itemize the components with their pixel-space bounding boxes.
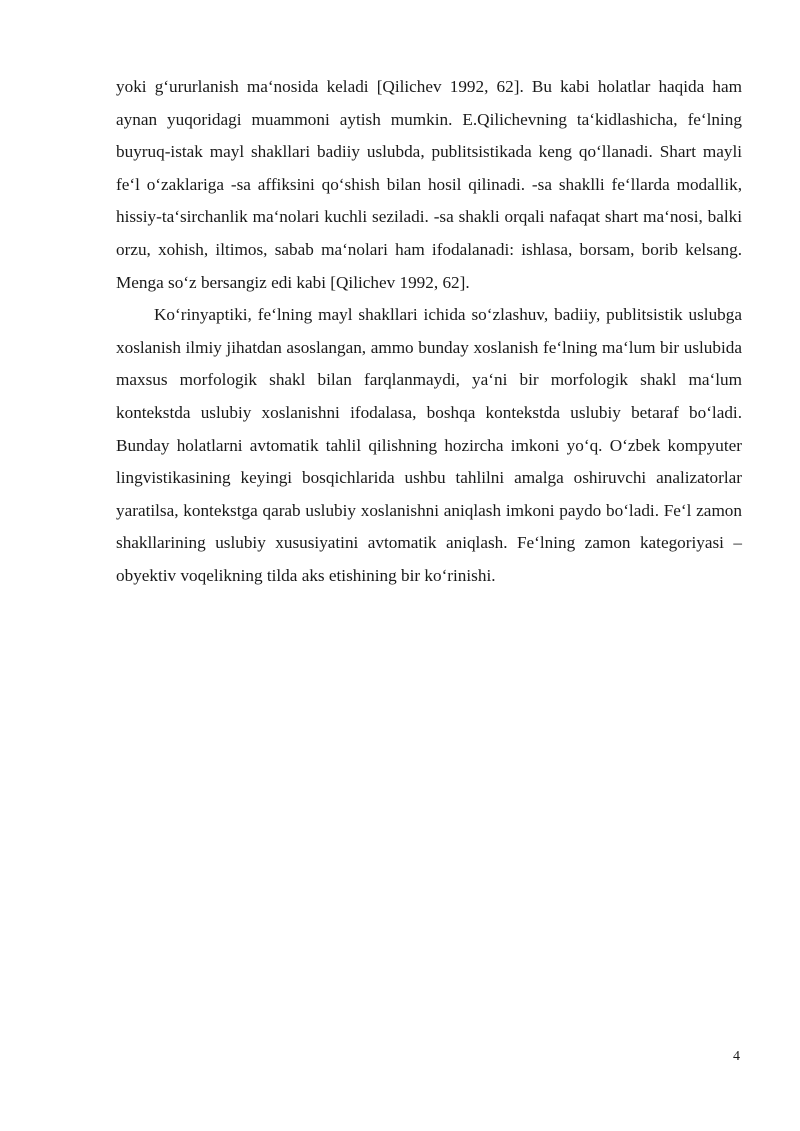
paragraph-1: yoki g‘ururlanish ma‘nosida keladi [Qilichev 1992, 62]. Bu kabi holatlar haqida ham aynan yuqoridagi muammoni aytish mumkin. E.Qilichevning ta‘kidlashicha, fe‘lning buyruq-istak mayl shakllari badiiy uslubda, publitsistikada keng qo‘llanadi. Shart mayli fe‘l o‘zaklariga -sa affiksini qo‘shish bilan hosil qilinadi. -sa shaklli fe‘llarda modallik, hissiy-ta‘sirchanlik ma‘nolari kuchli seziladi. -sa shakli orqali nafaqat shart ma‘nosi, balki orzu, xohish, iltimos, sabab ma‘nolari ham ifodalanadi: ishlasa, borsam, borib kelsang. Menga so‘z bersangiz edi kabi [Qilichev 1992, 62]. xyxy=(116,77,742,292)
paragraph-2: Ko‘rinyaptiki, fe‘lning mayl shakllari ichida so‘zlashuv, badiiy, publitsistik uslubga xoslanish ilmiy jihatdan asoslangan, ammo bunday xoslanish fe‘lning ma‘lum bir uslubida maxsus morfologik shakl bilan farqlanmaydi, ya‘ni bir morfologik shakl ma‘lum kontekstda uslubiy xoslanishni ifodalasa, boshqa kontekstda uslubiy betaraf bo‘ladi. Bunday holatlarni avtomatik tahlil qilishning hozircha imkoni yo‘q. O‘zbek kompyuter lingvistikasining keyingi bosqichlarida ushbu tahlilni amalga oshiruvchi analizatorlar yaratilsa, kontekstga qarab uslubiy xoslanishni aniqlash imkoni paydo bo‘ladi. Fe‘l zamon shakllarining uslubiy xususiyatini avtomatik aniqlash. Fe‘lning zamon kategoriyasi – obyektiv voqelikning tilda aks etishining bir ko‘rinishi. xyxy=(116,305,742,585)
body-text xyxy=(116,71,742,593)
page-number: 4 xyxy=(733,1049,740,1064)
